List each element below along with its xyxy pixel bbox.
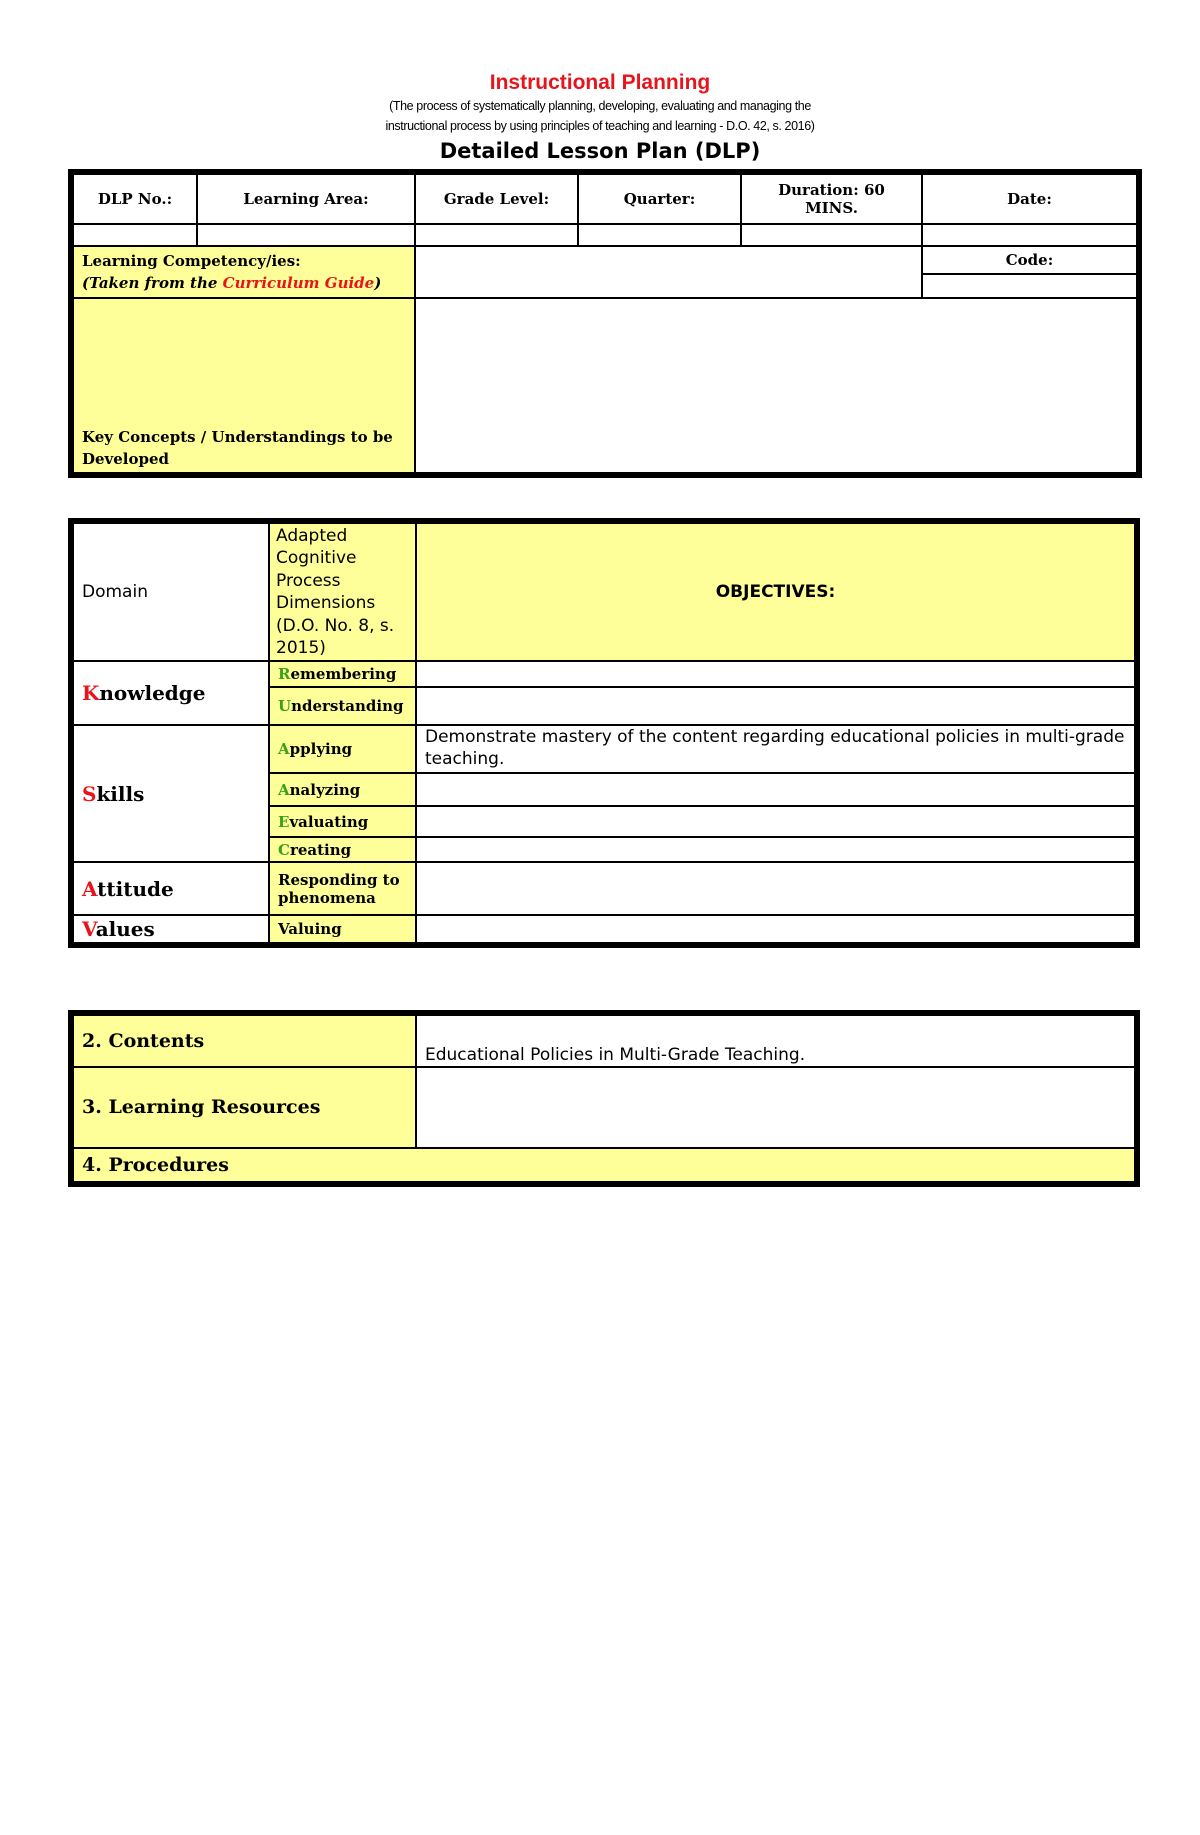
quarter-label: Quarter: <box>578 174 741 224</box>
process-remembering: Remembering <box>269 661 416 687</box>
process-understanding: Understanding <box>269 687 416 725</box>
contents-value[interactable]: Educational Policies in Multi-Grade Teaching. <box>416 1015 1135 1067</box>
grade-level-field[interactable] <box>415 224 578 246</box>
domain-attitude: Attitude <box>73 862 269 915</box>
objective-values-field[interactable] <box>416 915 1135 943</box>
quarter-field[interactable] <box>578 224 741 246</box>
learning-area-label: Learning Area: <box>197 174 415 224</box>
key-concepts-field[interactable] <box>415 298 1137 473</box>
process-responding: Responding to phenomena <box>269 862 416 915</box>
duration-field[interactable] <box>741 224 922 246</box>
procedures-label: 4. Procedures <box>73 1148 1135 1182</box>
domain-header: Domain <box>73 523 269 661</box>
instructional-planning-title: Instructional Planning <box>489 71 711 94</box>
domain-knowledge: Knowledge <box>73 661 269 725</box>
dlp-title: Detailed Lesson Plan (DLP) <box>439 139 761 163</box>
process-valuing: Valuing <box>269 915 416 943</box>
subtitle-line-1: (The process of systematically planning, developing, evaluating and managing the <box>389 99 811 113</box>
learning-competency-label: Learning Competency/ies: (Taken from the Curriculum Guide) <box>73 246 415 298</box>
objective-remembering-field[interactable] <box>416 661 1135 687</box>
objective-applying-text[interactable]: Demonstrate mastery of the content regarding educational policies in multi-grade teaching. <box>416 725 1135 773</box>
contents-label: 2. Contents <box>73 1015 416 1067</box>
objective-creating-field[interactable] <box>416 837 1135 862</box>
key-concepts-label: Key Concepts / Understandings to be Developed <box>73 298 415 473</box>
learning-competency-field[interactable] <box>415 246 922 298</box>
date-field[interactable] <box>922 224 1137 246</box>
curriculum-guide-text: Curriculum Guide <box>222 274 375 292</box>
date-label: Date: <box>922 174 1137 224</box>
objective-analyzing-field[interactable] <box>416 773 1135 806</box>
process-evaluating: Evaluating <box>269 806 416 837</box>
objective-evaluating-field[interactable] <box>416 806 1135 837</box>
grade-level-label: Grade Level: <box>415 174 578 224</box>
objectives-header: OBJECTIVES: <box>416 523 1135 661</box>
cognitive-process-header: Adapted Cognitive Process Dimensions (D.O. No. 8, s. 2015) <box>269 523 416 661</box>
lesson-sections-table <box>72 1014 1136 1183</box>
objectives-table <box>72 522 1136 944</box>
learning-area-field[interactable] <box>197 224 415 246</box>
domain-values: Values <box>73 915 269 943</box>
dlp-info-table <box>72 173 1138 474</box>
process-analyzing: Analyzing <box>269 773 416 806</box>
objective-attitude-field[interactable] <box>416 862 1135 915</box>
process-applying: Applying <box>269 725 416 773</box>
dlp-no-field[interactable] <box>73 224 197 246</box>
process-creating: Creating <box>269 837 416 862</box>
learning-resources-field[interactable] <box>416 1067 1135 1148</box>
subtitle-line-2: instructional process by using principles of teaching and learning - D.O. 42, s. 2016) <box>385 119 815 133</box>
duration-label: Duration: 60 MINS. <box>741 174 922 224</box>
document-header <box>0 70 1200 164</box>
learning-resources-label: 3. Learning Resources <box>73 1067 416 1148</box>
domain-skills: Skills <box>73 725 269 862</box>
code-field[interactable] <box>922 274 1137 298</box>
objective-understanding-field[interactable] <box>416 687 1135 725</box>
code-label: Code: <box>922 246 1137 274</box>
dlp-no-label: DLP No.: <box>73 174 197 224</box>
